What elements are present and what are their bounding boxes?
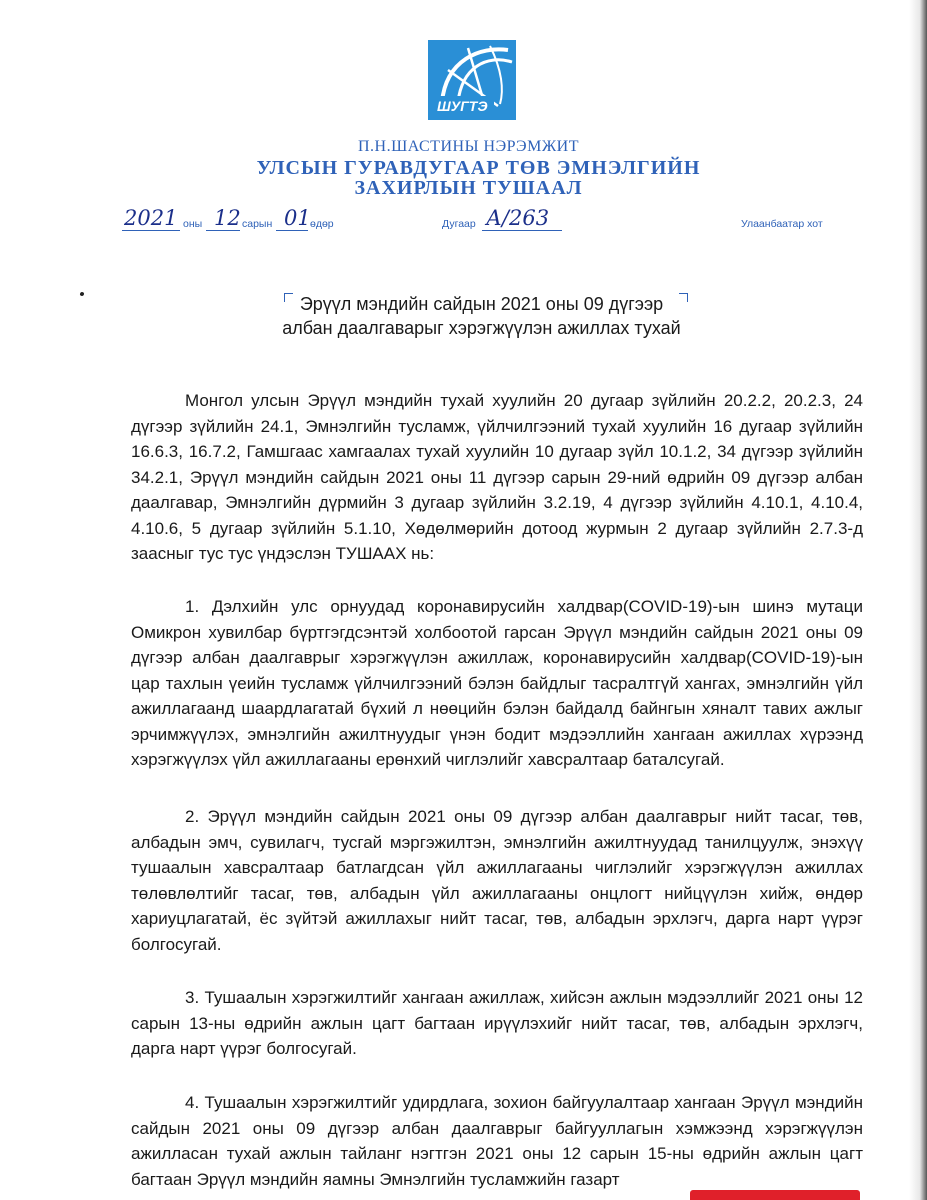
- order-item-2: 2. Эрүүл мэндийн сайдын 2021 оны 09 дүгээр албан даалгаврыг нийт тасаг, төв, албадын эмч, сувилагч, тусгай мэргэжилтэн, эмнэлгийн ажилтнуудад танилцуулж, энэхүү тушаалын хавсралтаар батлагдсан үйл ажиллагааны чиглэлийг хэрэгжүүлэн ажиллах төлөвлөлтийг тасаг, төв, албадын үйл ажиллагааны онцлогт нийцүүлэн хийж, өндөр хариуцлагатай, ёс зүйтэй ажиллахыг нийт тасаг, төв, албадын эрхлэгч, дарга нарт үүрэг болгосугай.: [131, 807, 863, 954]
- number-line: [442, 206, 582, 238]
- logo-text: ШУГТЭ: [437, 98, 488, 114]
- city-label: Улаанбаатар хот: [741, 218, 823, 230]
- hospital-logo: [428, 40, 516, 120]
- header-line-2: УЛСЫН ГУРАВДУГААР ТӨВ ЭМНЭЛГИЙН: [256, 157, 701, 179]
- year-handwritten: 2021: [124, 206, 178, 230]
- order-item-1: 1. Дэлхийн улс орнуудад коронавирусийн халдвар(COVID-19)-ын шинэ мутаци Омикрон хувилбар бүртгэгдсэнтэй холбоотой гарсан Эрүүл мэндийн сайдын 2021 оны 09 дүгээр албан даалгаврыг хэрэгжүүлэн ажиллаж, коронавирусийн халдвар(COVID-19)-ын цар тахлын үеийн тусламж үйлчилгээний бэлэн байдлыг тасралтгүй хангах, эмнэлгийн үйл ажиллагаанд шаардлагатай бүхий л нөөцийн бэлэн байдалд байнгын хяналт тавих ажлыг эрчимжүүлэх, эмнэлгийн ажилтнуудыг үнэн бодит мэдээллийн хангаан ажиллах хүрээнд хэрэгжүүлэх үйл ажиллагааны ерөнхий чиглэлийг хавсралтаар баталсугай.: [131, 597, 863, 769]
- month-label: сарын: [242, 218, 273, 230]
- date-line: [122, 206, 362, 238]
- red-stamp-fragment: [690, 1190, 860, 1200]
- header-line-1: П.Н.ШАСТИНЫ НЭРЭМЖИТ: [358, 138, 579, 155]
- number-label: Дугаар: [442, 218, 476, 230]
- number-handwritten: А/263: [486, 206, 550, 230]
- year-label: оны: [183, 218, 203, 230]
- order-item-3: 3. Тушаалын хэрэгжилтийг хангаан ажиллаж, хийсэн ажлын мэдээллийг 2021 оны 12 сарын 13-ны өдрийн ажлын цагт багтаан ирүүлэхийг нийт тасаг, төв, албадын эрхлэгч, дарга нарт үүрэг болгосугай.: [131, 988, 863, 1058]
- subject-line-1: Эрүүл мэндийн сайдын 2021 оны 09 дүгээр: [299, 294, 664, 314]
- day-handwritten: 01: [284, 206, 311, 230]
- header-line-3: ЗАХИРЛЫН ТУШААЛ: [354, 177, 583, 199]
- preamble-paragraph: Монгол улсын Эрүүл мэндийн тухай хуулийн 20 дугаар зүйлийн 20.2.2, 20.2.3, 24 дүгээр зүйлийн 24.1, Эмнэлгийн тусламж, үйлчилгээний тухай хуулийн 16 дугаар зүйлийн 16.6.3, 16.7.2, Гамшгаас хамгаалах тухай хуулийн 10 дугаар зүйл 10.1.2, 34 дүгээр зүйлийн 34.2.1, Эрүүл мэндийн сайдын 2021 оны 11 дүгээр сарын 29-ний өдрийн 09 дүгээр албан даалгавар, Эмнэлгийн дүрмийн 3 дугаар зүйлийн 3.2.19, 4 дүгээр зүйлийн 4.10.1, 4.10.4, 4.10.6, 5 дугаар зүйлийн 5.1.10, Хөдөлмөрийн дотоод журмын 2 дугаар зүйлийн 2.7.3-д заасныг тус тус үндэслэн ТУШААХ нь:: [131, 391, 863, 563]
- order-item-4: 4. Тушаалын хэрэгжилтийг удирдлага, зохион байгуулалтаар хангаан Эрүүл мэндийн сайдын 2021 оны 09 дүгээр албан даалгаврыг байгууллагын хэмжээнд хэрэгжүүлэн ажилласан тухай ажлын тайланг нэгтгэн 2021 оны 12 сарын 15-ны өдрийн ажлын цагт багтаан Эрүүл мэндийн яамны Эмнэлгийн тусламжийн газарт: [131, 1093, 863, 1189]
- day-label: өдөр: [310, 218, 334, 230]
- subject-line-2: албан даалгаварыг хэрэгжүүлэн ажиллах тухай: [282, 318, 681, 338]
- month-handwritten: 12: [214, 206, 241, 230]
